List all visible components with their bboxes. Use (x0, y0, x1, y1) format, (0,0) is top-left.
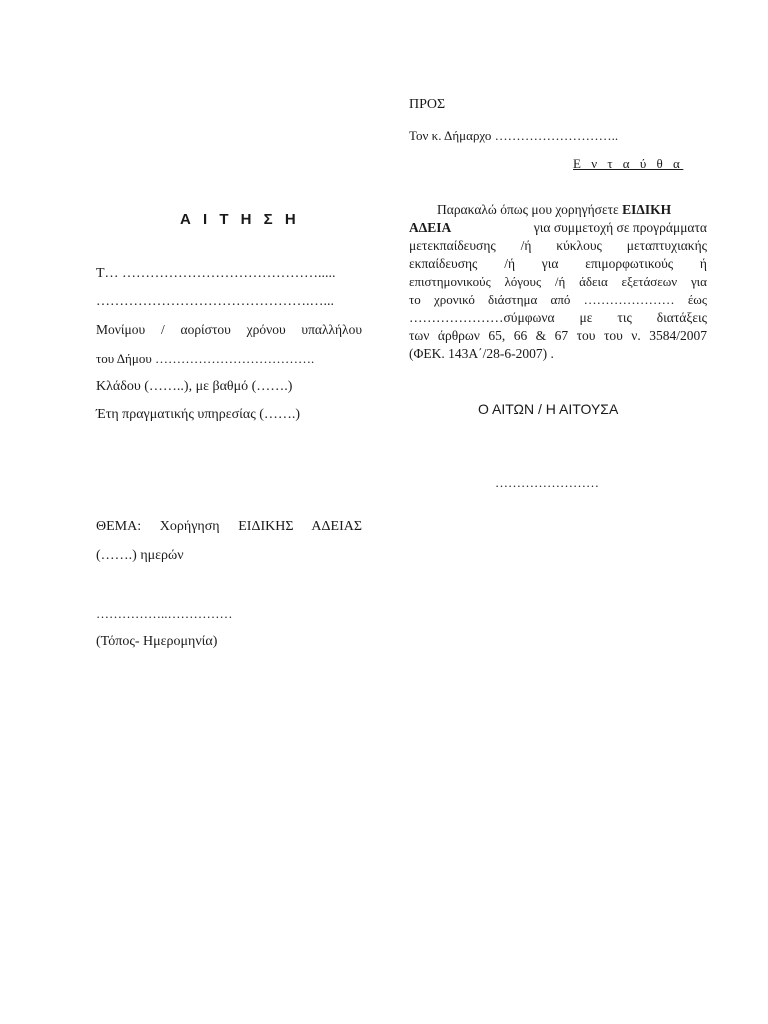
body-line-5: επιστημονικούς λόγους /ή άδεια εξετάσεων για (409, 274, 707, 289)
body-line-6: το χρονικό διάστημα από ………………… έως (409, 292, 707, 307)
applicant-label: Ο ΑΙΤΩΝ / Η ΑΙΤΟΥΣΑ (478, 401, 619, 417)
here-label: Ε ν τ α ύ θ α (573, 156, 684, 171)
to-label: ΠΡΟΣ (409, 97, 446, 112)
signature-dots: …………………… (495, 475, 599, 490)
special-leave-bold: ΕΙΔΙΚΗ (622, 202, 672, 217)
place-date-label: (Τόπος- Ημερομηνία) (96, 634, 218, 649)
body-line-4: εκπαίδευσης /ή για επιμορφωτικούς ή (409, 256, 707, 271)
body-line-2 (409, 220, 707, 236)
body-line-1-text: Παρακαλώ όπως μου χορηγήσετε (437, 202, 623, 217)
body-line-3: μετεκπαίδευσης /ή κύκλους μεταπτυχιακής (409, 238, 707, 253)
employee-label: Μονίμου / αορίστου χρόνου υπαλλήλου (96, 322, 362, 337)
municipality-line: του Δήμου ………………………………. (96, 351, 315, 366)
body-line-2-text: για συμμετοχή σε προγράμματα (533, 220, 707, 235)
name-line-1: Τ… ……………………………………..... (96, 266, 336, 281)
leave-bold: ΑΔΕΙΑ (409, 220, 452, 235)
body-line-9: (ΦΕΚ. 143Α΄/28-6-2007) . (409, 346, 554, 361)
years-of-service-line: Έτη πραγματικής υπηρεσίας (…….) (96, 407, 301, 422)
body-line-1 (437, 202, 671, 218)
document-title: Α Ι Τ Η Σ Η (180, 211, 300, 228)
body-line-8: των άρθρων 65, 66 & 67 του του ν. 3584/2007 (409, 328, 707, 343)
name-line-2: ……………………………………….…... (96, 294, 334, 309)
place-date-dots: ……………..…………… (96, 606, 233, 621)
body-line-7: …………………σύμφωνα με τις διατάξεις (409, 310, 707, 325)
subject-line: ΘΕΜΑ: Χορήγηση ΕΙΔΙΚΗΣ ΑΔΕΙΑΣ (96, 519, 362, 534)
days-line: (…….) ημερών (96, 548, 184, 563)
branch-grade-line: Κλάδου (……..), με βαθμό (…….) (96, 379, 293, 394)
mayor-line: Τον κ. Δήμαρχο ……………………….. (409, 128, 619, 143)
